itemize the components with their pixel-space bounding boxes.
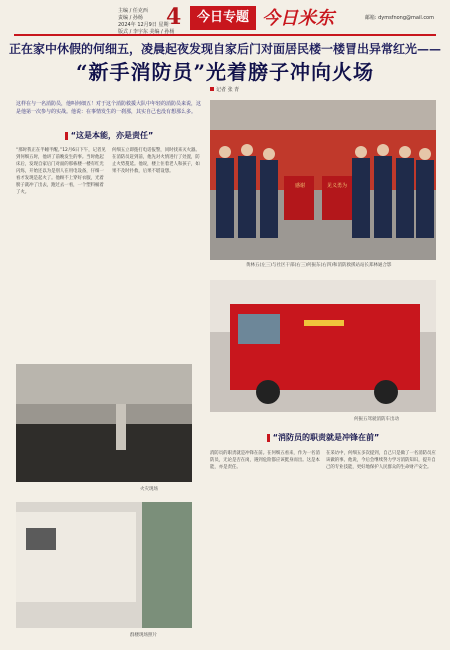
body-column: 消防员的职责就是冲锋在前。在何细五看来，作为一名消防员，无论是否在岗，遇到危险都应该挺身而出。这是本能，亦是责任。	[210, 451, 320, 470]
section-marker-icon	[267, 434, 270, 442]
lead-paragraph: 这样在与一名消防员，他叫何细五！对于这个消防救援大队中年轻的消防员来说，这是他第一次参与的实战。他说：在事情发生的一刹那，其实自己也没有想那么多。	[16, 101, 202, 115]
building-photo	[16, 502, 192, 628]
body-column: “那时我正在半睡半醒。”12月6日下午，记者见到何细五时，他讲了前晚发生的事。当时他起床后，发现自家后门对面的那栋楼一楼有红光闪烁，开始还以为是别人在用电设备，仔细一看才发现是起火了。他顾不上穿好衣服，光着膀子就冲了出去，跑过去一看，一个塑料桶着了火。	[16, 148, 106, 195]
section-heading	[16, 130, 202, 141]
byline-text: 记者 张 青	[216, 87, 240, 93]
section-heading	[210, 432, 436, 443]
fire-truck-svg	[210, 280, 436, 412]
masthead-meta-line: 主编 / 任克西	[118, 8, 148, 14]
body-column: 在采访中，何细五多次提到，自己只是做了一名消防员应该做的事。他说，今后会继续努力学习消防知识，提升自己的专业技能，更好地保护人民群众的生命财产安全。	[326, 451, 436, 470]
section-heading-text: “这是本能，亦是责任”	[70, 131, 154, 140]
photo-caption: 黄林五(左三)与社区干部(右三)何振东(右四)和消防救援站站长郑林通合影	[246, 263, 392, 268]
fire-scene-svg	[16, 364, 192, 482]
group-photo	[210, 100, 436, 260]
section-heading-text: “消防员的职责就是冲锋在前”	[272, 433, 380, 442]
newspaper-logo: 今日米东	[262, 8, 334, 29]
masthead-meta-line: 责编 / 孙杨	[118, 15, 143, 21]
page-number: 4	[166, 4, 182, 30]
fire-scene-photo	[16, 364, 192, 482]
body-column: 何细五立即拨打电话报警，同时找来灭火器。在消防员赶到前，他先对火情进行了处置，防止火势蔓延。他说，楼上住着老人和孩子，如果不及时扑救，后果不堪设想。	[112, 148, 200, 174]
subheadline: 正在家中休假的何细五，凌晨起夜发现自家后门对面居民楼一楼冒出异常红光——	[8, 42, 441, 56]
group-photo-svg	[210, 100, 436, 260]
email: 邮箱: dymsfnong@mail.com	[364, 15, 434, 21]
section-marker-icon	[65, 132, 68, 140]
fire-truck-photo	[210, 280, 436, 412]
bullet-icon	[210, 87, 214, 91]
byline	[210, 86, 239, 93]
building-svg	[16, 502, 192, 628]
masthead	[0, 0, 450, 34]
headline: “新手消防员”光着膀子冲向火场	[75, 60, 374, 84]
section-title: 今日专题	[190, 6, 256, 30]
photo-caption: 何振五驾驶消防车出动	[354, 417, 399, 422]
banner-text: 感谢	[294, 183, 305, 189]
masthead-meta-line: 2024年 12月9日 星期一	[118, 22, 174, 28]
masthead-meta-line: 版式 / 李宇东 美编 / 孙杨	[118, 29, 175, 35]
photo-caption: 火灾现场	[140, 487, 158, 492]
photo-caption: 群楼现场照片	[130, 633, 157, 638]
banner-text: 见义勇为	[326, 183, 347, 189]
divider	[14, 34, 436, 36]
